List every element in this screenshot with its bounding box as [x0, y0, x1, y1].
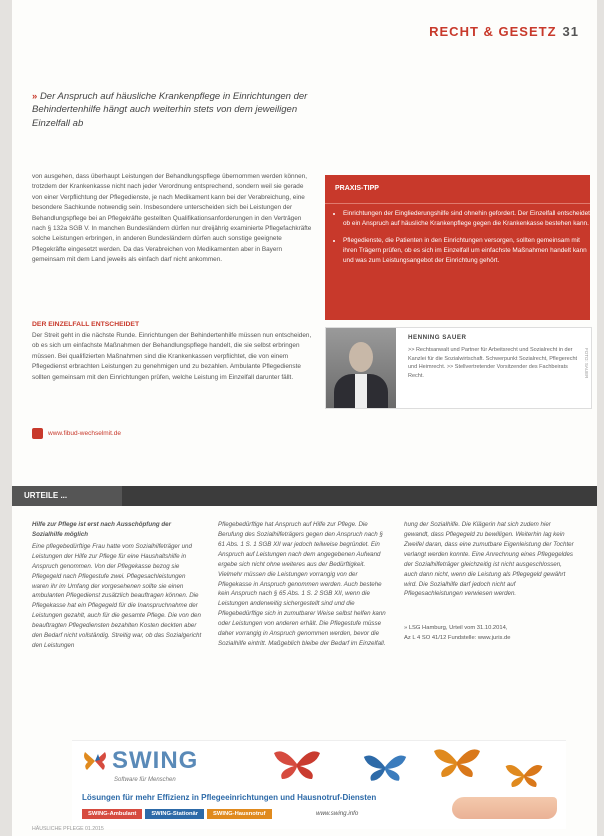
- swing-tagline: Software für Menschen: [114, 777, 176, 783]
- photo-head: [349, 342, 373, 372]
- quote-text: Der Anspruch auf häusliche Krankenpflege in Einrichtungen der Behindertenhilfe hängt auch weiterhin stets von dem jeweiligen Einzelfall ab: [32, 91, 308, 129]
- quote-mark: »: [32, 91, 38, 102]
- page-footer: HÄUSLICHE PFLEGE 01.2015: [32, 826, 104, 832]
- ad-url[interactable]: www.swing.info: [316, 810, 359, 817]
- web-link[interactable]: [32, 428, 121, 439]
- praxis-tipp-item: • Pflegedienste, die Patienten in den Einrichtungen versorgen, sollten gemeinsam mit ihren Trägern prüfen, ob es sich im Einzelfall um einfachste Maßnahmen handelt kann und was zum Leistungsangebot der Einrichtung gehört.: [343, 236, 595, 267]
- ad-headline: Lösungen für mehr Effizienz in Pflegeeinrichtungen und Hausnotruf-Diensten: [82, 793, 377, 802]
- pill-hausnotruf[interactable]: SWING-Hausnotruf: [207, 809, 272, 819]
- pill-ambulant[interactable]: SWING-Ambulant: [82, 809, 142, 819]
- author-bio: >> Rechtsanwalt und Partner für Arbeitsrecht und Sozialrecht in der Kanzlei für die Sozialwirtschaft. Schwerpunkt Sozialrecht, Pflegerecht und Heimrecht. >> Stellvertretender Vorsitzender des Fachbeirats Recht.: [408, 347, 578, 379]
- author-box: [325, 327, 592, 409]
- magazine-page: [12, 0, 597, 836]
- link-text[interactable]: www.fibud-wechselmit.de: [48, 430, 121, 437]
- butterfly-logo-icon: [82, 750, 108, 772]
- butterfly-icon: [272, 747, 322, 781]
- divider: [325, 203, 590, 204]
- column-3: hung der Sozialhilfe. Die Klägerin hat sich zudem hier gewandt, dass Pflegegeld zu bewilligen. Weiterhin lag kein Zweifel daran, dass eine zumutbare Eigenleistung der Tochter verlangt werden konnte. Eine Anrechnung eines Pflegegeldes der Sozialhilfeträger gleichzeitig ist nicht ausgeschlossen, auch dann nicht, wenn die Leistung als Pflegegeld gewährt wird. Die Sozialhilfe darf jedoch nicht auf Pflegesachleistungen verwiesen werden.: [404, 521, 574, 598]
- swing-advertisement[interactable]: [72, 740, 566, 829]
- praxis-tipp-item: • Einrichtungen der Eingliederungshilfe sind ohnehin gefordert. Der Einzelfall entscheidet, ob ein Anspruch auf häusliche Krankenpflege gegen die Krankenkasse bestehen kann.: [343, 209, 595, 230]
- court-source: Az L 4 SO 41/12 Fundstelle: www.juris.de: [404, 634, 511, 641]
- section-header: [429, 24, 579, 39]
- author-name: HENNING SAUER: [408, 334, 467, 341]
- section-title: RECHT & GESETZ: [429, 24, 557, 39]
- author-photo: [326, 328, 396, 408]
- court-citation: [404, 624, 584, 644]
- praxis-tipp-title: PRAXIS-TIPP: [335, 185, 379, 192]
- pull-quote: [32, 90, 312, 130]
- column-text: Eine pflegebedürftige Frau hatte vom Sozialhilfeträger und Leistungen der Hilfe zur Pflege für eine Haushaltshilfe in Anspruch genommen. Von der Pflegekasse bezog sie Pflegegeld nach Pflegestufe zwei. Pflegesachleistungen waren ihr im Umfang der vorgesehenen sollte sie einen ambulanten Pflegedienst zusätzlich beauftragen können. Die Pflegekasse hat ein Pflegegeld für die Inanspruchnahme der Leistungen gezahlt, auch für die gesamte Pflege. Die von den beauftragten Pflegediensten bezahlten Kosten deckten aber den Bedarf nicht vollständig. Streitig war, ob das Sozialgericht den Leistungen: [32, 542, 202, 650]
- praxis-tipp-box: [325, 175, 590, 320]
- photo-credit: FOTO: SAUER: [584, 348, 589, 379]
- butterfly-icon: [362, 751, 408, 783]
- swing-logo: [82, 747, 198, 775]
- court-line: » LSG Hamburg, Urteil vom 31.10.2014,: [404, 625, 508, 631]
- urteile-label: URTEILE ...: [12, 486, 122, 506]
- page-number: 31: [562, 24, 579, 39]
- butterfly-icon: [504, 761, 544, 789]
- column-heading: Hilfe zur Pflege ist erst nach Ausschöpfung der Sozialhilfe möglich: [32, 521, 172, 538]
- hand-image: [452, 797, 557, 819]
- butterfly-icon: [432, 745, 482, 779]
- subhead-body: Der Streit geht in die nächste Runde. Einrichtungen der Behindertenhilfe müssen nun entscheiden, ob es sich um einfachste Maßnahmen der Behandlungspflege handelt, die sie selbst erbringen müssen. Bei qualifizierten Maßnahmen sind die Krankenkassen verpflichtet, die von einem Pflegedienst erbrachten Leistungen zu genehmigen und zu bezahlen. Ambulante Pflegedienste sollten gemeinsam mit den Einrichtungen prüfen, welche Leistung im Einzelfall darunter fällt.: [32, 332, 312, 381]
- column-2: Pflegebedürftige hat Anspruch auf Hilfe zur Pflege. Die Berufung des Sozialhilfeträgers gegen den Anspruch nach § 61 Abs. 1 S. 1 SGB XII war jedoch teilweise begründet. Ein Anspruch auf Leistungen nach dem angegebenen Aufwand ergebe sich nicht ohne weiteres aus der Bedürftigkeit. Vielmehr müssen die Leistungen vorrangig von der Pflegekasse in Anspruch genommen werden. Auch bestehe kein Anspruch nach § 65 Abs. 1 S. 2 SGB XII, wenn die Leistungen anderweitig sichergestellt sind und die Pflegebedürftige sich in zumutbarer Weise selbst helfen kann oder Leistungen von anderen erhält. Die Pflegestufe müsse daher vorrangig in Anspruch genommen werden, bevor die Sozialhilfe eintritt. Maßgeblich bleibe der Bedarf im Einzelfall.: [218, 521, 386, 648]
- link-icon: [32, 428, 43, 439]
- praxis-tipp-list: [329, 209, 595, 272]
- article-body: von ausgehen, dass überhaupt Leistungen der Behandlungspflege übernommen werden können, trotzdem der Krankenkasse nicht nach jeder Verordnung entsprechend, sondern weil sie gerade von einer Verpflichtung der Pflegedienste, je nach Medikament kann bei der Verabreichung, eine besondere Sachkunde notwendig sein. Insbesondere unterscheiden sich bei Leistungen der Behandlungspflege bei an Pflegekräfte gestellten Qualifikationsanforderungen in den Verträgen nach § 132a SGB V. In manchen Bundesländern dürfen nur dreijährig examinierte Pflegefachkräfte solche Leistungen erbringen, in anderen Bundesländern dürfen auch sonstige geeignete Pflegekräfte eingesetzt werden. Da das Verabreichen von Medikamenten aber in Bayern gemeinsam mit dem Land jeweils als einfach darf nicht ankommen.: [32, 173, 312, 263]
- subhead: DER EINZELFALL ENTSCHEIDET: [32, 321, 140, 328]
- photo-shirt: [355, 374, 367, 408]
- swing-wordmark: SWING: [112, 747, 199, 774]
- column-1: [32, 520, 204, 651]
- ad-product-pills: [82, 809, 272, 819]
- pill-stationaer[interactable]: SWING-Stationär: [145, 809, 204, 819]
